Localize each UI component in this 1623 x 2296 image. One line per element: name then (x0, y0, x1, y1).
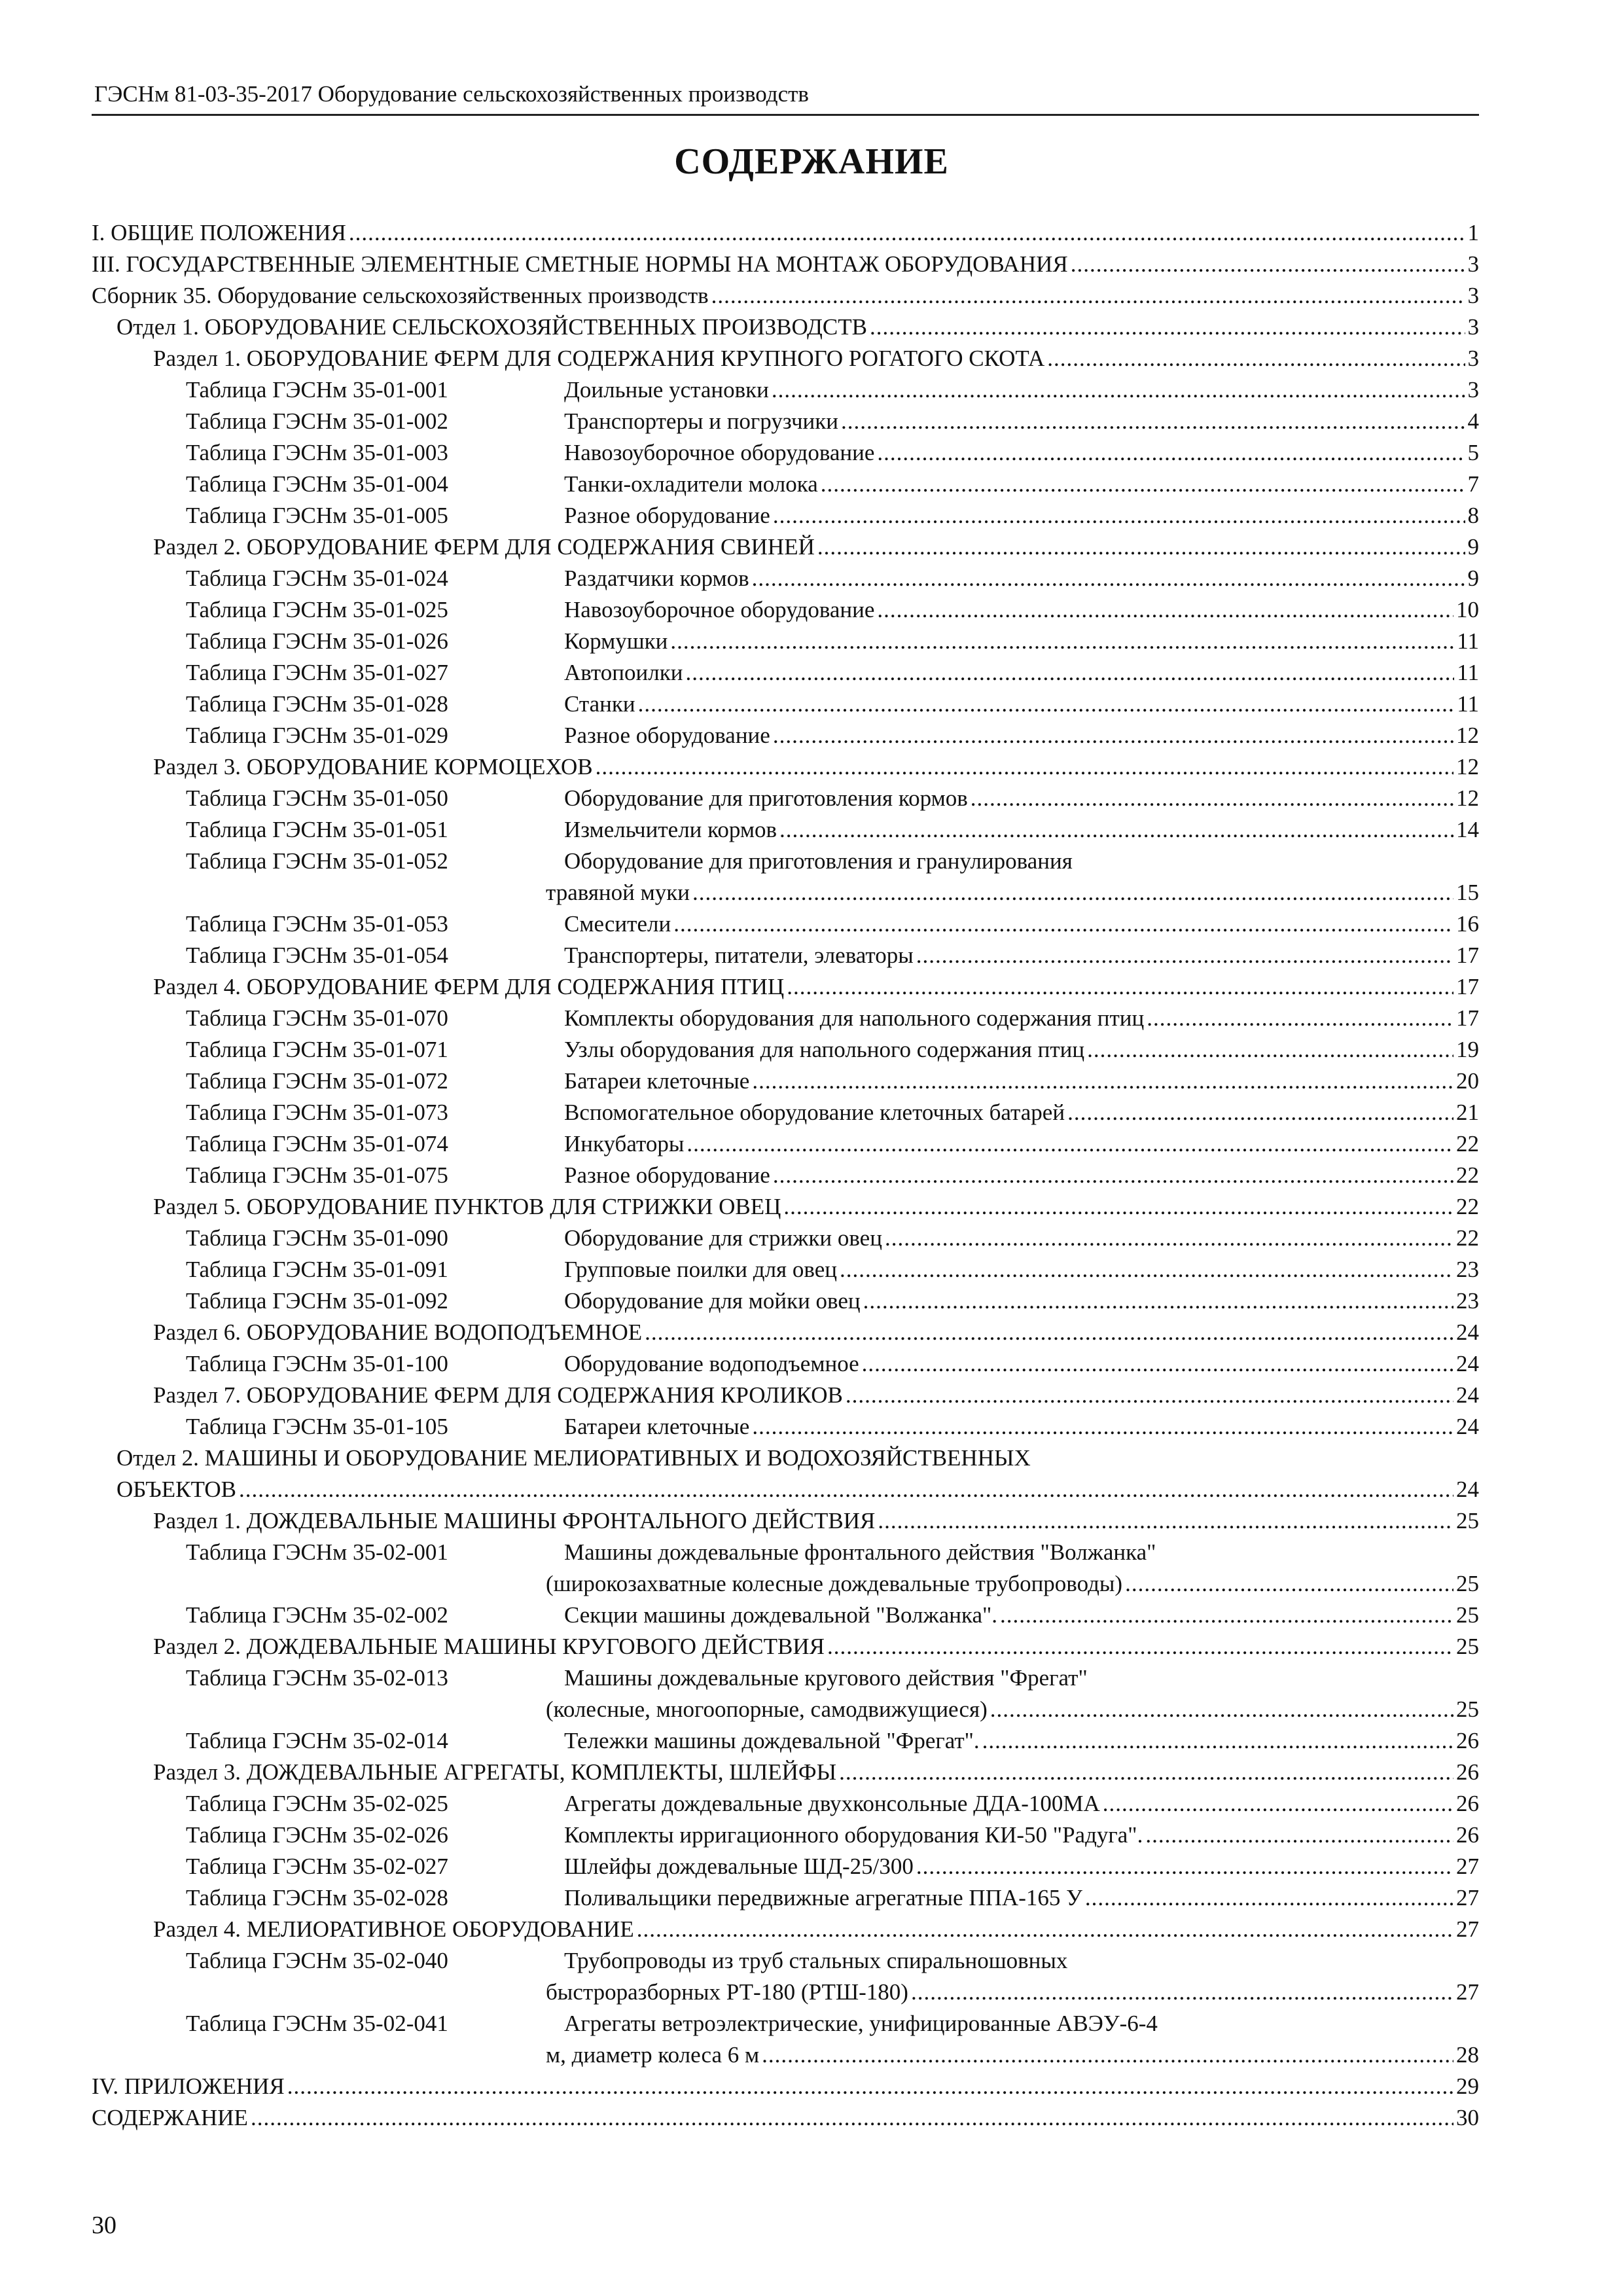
toc-entry-label: Раздел 1. ОБОРУДОВАНИЕ ФЕРМ ДЛЯ СОДЕРЖАНИЯ КРУПНОГО РОГАТОГО СКОТА (153, 346, 1045, 371)
dot-leader (840, 1254, 1454, 1285)
toc-page-number: 24 (1456, 1382, 1479, 1408)
toc-table-row[interactable] (92, 1223, 1479, 1254)
toc-table-row[interactable] (92, 846, 1479, 877)
toc-entry-label: Кормушки (564, 628, 668, 654)
table-code: Таблица ГЭСНм 35-01-027 (186, 660, 448, 685)
table-title: Машины дождевальные фронтального действия "Волжанка" (564, 1539, 1156, 1565)
dot-leader (911, 1977, 1454, 2008)
toc-row[interactable] (92, 312, 1479, 343)
table-code: Таблица ГЭСНм 35-02-025 (186, 1791, 448, 1816)
toc-page-number: 20 (1456, 1068, 1479, 1094)
toc-table-row[interactable] (92, 689, 1479, 720)
table-code: Таблица ГЭСНм 35-02-002 (186, 1602, 448, 1628)
toc-page-number: 25 (1456, 1634, 1479, 1659)
toc-table-row[interactable] (92, 594, 1479, 626)
dot-leader (637, 1914, 1454, 1945)
toc-entry-label: Секции машины дождевальной "Волжанка". (564, 1602, 998, 1628)
dot-leader (846, 1380, 1454, 1411)
dot-leader (1047, 343, 1465, 374)
toc-table-row[interactable] (92, 437, 1479, 469)
table-code: Таблица ГЭСНм 35-01-004 (186, 471, 448, 497)
toc-entry-label: Раздатчики кормов (564, 565, 749, 591)
toc-table-row-continuation[interactable] (92, 1694, 1479, 1725)
dot-leader (877, 594, 1454, 626)
toc-entry-label: Разное оборудование (564, 503, 770, 528)
toc-table-row[interactable] (92, 1820, 1479, 1851)
toc-entry-label: Отдел 1. ОБОРУДОВАНИЕ СЕЛЬСКОХОЗЯЙСТВЕННЫХ ПРОИЗВОДСТВ (116, 314, 867, 340)
toc-page-number: 19 (1456, 1037, 1479, 1062)
toc-page-number: 25 (1456, 1602, 1479, 1628)
toc-entry-label: Вспомогательное оборудование клеточных батарей (564, 1100, 1065, 1125)
toc-entry-label: Раздел 2. ДОЖДЕВАЛЬНЫЕ МАШИНЫ КРУГОВОГО ДЕЙСТВИЯ (153, 1634, 825, 1659)
toc-page-number: 3 (1467, 377, 1479, 403)
dot-leader (787, 971, 1454, 1003)
toc-table-row[interactable] (92, 626, 1479, 657)
dot-leader (862, 1348, 1454, 1380)
dot-leader (916, 940, 1454, 971)
toc-page-number: 11 (1457, 691, 1479, 717)
toc-table-row[interactable] (92, 469, 1479, 500)
toc-page-number: 12 (1456, 785, 1479, 811)
table-code: Таблица ГЭСНм 35-01-026 (186, 628, 448, 654)
dot-leader (1000, 1600, 1454, 1631)
table-of-contents (92, 217, 1479, 2134)
toc-page-number: 22 (1456, 1131, 1479, 1157)
toc-entry-label: Поливальщики передвижные агрегатные ППА-165 У (564, 1885, 1082, 1910)
toc-page-number: 27 (1456, 1885, 1479, 1910)
toc-entry-label: (колесные, многоопорные, самодвижущиеся) (546, 1696, 988, 1722)
toc-page-number: 7 (1467, 471, 1479, 497)
toc-entry-label: Оборудование для приготовления кормов (564, 785, 968, 811)
toc-entry-label: Доильные установки (564, 377, 769, 403)
toc-entry-label: Автопоилки (564, 660, 683, 685)
table-code: Таблица ГЭСНм 35-01-090 (186, 1225, 448, 1251)
toc-page-number: 11 (1457, 660, 1479, 685)
toc-entry-label: Комплекты оборудования для напольного содержания птиц (564, 1005, 1145, 1031)
toc-entry-label: Раздел 4. ОБОРУДОВАНИЕ ФЕРМ ДЛЯ СОДЕРЖАНИЯ ПТИЦ (153, 974, 785, 999)
dot-leader (752, 1066, 1454, 1097)
toc-entry-label: Раздел 3. ДОЖДЕВАЛЬНЫЕ АГРЕГАТЫ, КОМПЛЕКТЫ, ШЛЕЙФЫ (153, 1759, 837, 1785)
toc-row[interactable] (92, 751, 1479, 783)
toc-table-row[interactable] (92, 1128, 1479, 1160)
toc-page-number: 3 (1467, 251, 1479, 277)
toc-entry-label: Шлейфы дождевальные ШД-25/300 (564, 1854, 914, 1879)
dot-leader (687, 1128, 1454, 1160)
toc-table-row-continuation[interactable] (92, 2039, 1479, 2071)
toc-entry-label: Батареи клеточные (564, 1414, 750, 1439)
dot-leader (1087, 1034, 1454, 1066)
toc-table-row-continuation[interactable] (92, 1977, 1479, 2008)
dot-leader (817, 531, 1465, 563)
toc-page-number: 21 (1456, 1100, 1479, 1125)
dot-leader (1067, 1097, 1454, 1128)
dot-leader (752, 1411, 1454, 1443)
table-code: Таблица ГЭСНм 35-01-001 (186, 377, 448, 403)
toc-table-row[interactable] (92, 1662, 1479, 1694)
toc-entry-label: Инкубаторы (564, 1131, 685, 1157)
toc-entry-label: Отдел 2. МАШИНЫ И ОБОРУДОВАНИЕ МЕЛИОРАТИВНЫХ И ВОДОХОЗЯЙСТВЕННЫХ (116, 1445, 1031, 1471)
toc-entry-label: Раздел 2. ОБОРУДОВАНИЕ ФЕРМ ДЛЯ СОДЕРЖАНИЯ СВИНЕЙ (153, 534, 815, 560)
toc-row[interactable] (92, 1317, 1479, 1348)
running-header (92, 77, 1479, 116)
toc-entry-label: Оборудование для стрижки овец (564, 1225, 882, 1251)
table-title: Агрегаты ветроэлектрические, унифицированные АВЭУ-6-4 (564, 2011, 1158, 2036)
table-code: Таблица ГЭСНм 35-01-003 (186, 440, 448, 465)
table-code: Таблица ГЭСНм 35-01-092 (186, 1288, 448, 1314)
toc-page-number: 24 (1456, 1351, 1479, 1376)
table-code: Таблица ГЭСНм 35-01-025 (186, 597, 448, 622)
toc-table-row[interactable] (92, 814, 1479, 846)
page-number: 30 (92, 2212, 116, 2239)
toc-row[interactable] (92, 1505, 1479, 1537)
toc-page-number: 26 (1456, 1822, 1479, 1848)
toc-entry-label: Раздел 4. МЕЛИОРАТИВНОЕ ОБОРУДОВАНИЕ (153, 1916, 634, 1942)
toc-entry-label: (широкозахватные колесные дождевальные трубопроводы) (546, 1571, 1123, 1596)
dot-leader (239, 1474, 1454, 1505)
toc-entry-label: Раздел 1. ДОЖДЕВАЛЬНЫЕ МАШИНЫ ФРОНТАЛЬНОГО ДЕЙСТВИЯ (153, 1508, 876, 1534)
dot-leader (1085, 1882, 1454, 1914)
toc-row[interactable] (92, 1191, 1479, 1223)
dot-leader (711, 280, 1465, 312)
toc-table-row[interactable] (92, 500, 1479, 531)
dot-leader (773, 500, 1465, 531)
toc-table-row-continuation[interactable] (92, 1568, 1479, 1600)
toc-table-row-continuation[interactable] (92, 877, 1479, 908)
dot-leader (645, 1317, 1454, 1348)
toc-entry-label: Разное оборудование (564, 1162, 770, 1188)
table-code: Таблица ГЭСНм 35-02-013 (186, 1665, 448, 1691)
toc-page-number: 17 (1456, 974, 1479, 999)
toc-table-row[interactable] (92, 1537, 1479, 1568)
toc-entry-label: Сборник 35. Оборудование сельскохозяйственных производств (92, 283, 709, 308)
dot-leader (885, 1223, 1454, 1254)
table-code: Таблица ГЭСНм 35-01-100 (186, 1351, 448, 1376)
table-title: Машины дождевальные кругового действия "Фрегат" (564, 1665, 1088, 1691)
dot-leader (773, 1160, 1454, 1191)
toc-page-number: 28 (1456, 2042, 1479, 2068)
toc-table-row[interactable] (92, 908, 1479, 940)
toc-page-number: 9 (1467, 565, 1479, 591)
dot-leader (772, 374, 1465, 406)
dot-leader (1145, 1820, 1454, 1851)
toc-entry-label: Танки-охладители молока (564, 471, 818, 497)
toc-row[interactable] (92, 343, 1479, 374)
table-code: Таблица ГЭСНм 35-02-028 (186, 1885, 448, 1910)
toc-page-number: 16 (1456, 911, 1479, 937)
toc-row[interactable] (92, 531, 1479, 563)
toc-table-row[interactable] (92, 1097, 1479, 1128)
dot-leader (673, 908, 1454, 940)
toc-page-number: 24 (1456, 1319, 1479, 1345)
toc-page-number: 27 (1456, 1916, 1479, 1942)
toc-page-number: 3 (1467, 346, 1479, 371)
toc-table-row[interactable] (92, 1788, 1479, 1820)
toc-entry-label: Навозоуборочное оборудование (564, 597, 875, 622)
dot-leader (1071, 249, 1465, 280)
dot-leader (762, 2039, 1454, 2071)
toc-entry-label: Навозоуборочное оборудование (564, 440, 875, 465)
toc-table-row[interactable] (92, 1882, 1479, 1914)
toc-table-row[interactable] (92, 1254, 1479, 1285)
dot-leader (863, 1285, 1454, 1317)
toc-table-row[interactable] (92, 1725, 1479, 1757)
toc-page-number: 25 (1456, 1508, 1479, 1534)
toc-entry-label: быстроразборных РТ-180 (РТШ-180) (546, 1979, 908, 2005)
toc-page-number: 8 (1467, 503, 1479, 528)
toc-entry-label: Батареи клеточные (564, 1068, 750, 1094)
table-title: Оборудование для приготовления и гранулирования (564, 848, 1073, 874)
toc-table-row[interactable] (92, 2008, 1479, 2039)
toc-row[interactable] (92, 971, 1479, 1003)
toc-page-number: 17 (1456, 942, 1479, 968)
table-code: Таблица ГЭСНм 35-01-054 (186, 942, 448, 968)
dot-leader (251, 2102, 1454, 2134)
toc-table-row[interactable] (92, 1411, 1479, 1443)
toc-row[interactable] (92, 217, 1479, 249)
table-code: Таблица ГЭСНм 35-02-040 (186, 1948, 448, 1973)
toc-row[interactable] (92, 1631, 1479, 1662)
toc-entry-label: ОБЪЕКТОВ (116, 1477, 237, 1502)
table-code: Таблица ГЭСНм 35-01-028 (186, 691, 448, 717)
toc-page-number: 25 (1456, 1696, 1479, 1722)
table-code: Таблица ГЭСНм 35-02-041 (186, 2011, 448, 2036)
toc-table-row[interactable] (92, 563, 1479, 594)
toc-entry-label: Транспортеры и погрузчики (564, 408, 839, 434)
dot-leader (685, 657, 1454, 689)
dot-leader (773, 720, 1454, 751)
table-code: Таблица ГЭСНм 35-01-091 (186, 1257, 448, 1282)
table-code: Таблица ГЭСНм 35-01-105 (186, 1414, 448, 1439)
toc-page-number: 15 (1456, 880, 1479, 905)
toc-entry-label: Оборудование для мойки овец (564, 1288, 861, 1314)
toc-table-row[interactable] (92, 1600, 1479, 1631)
dot-leader (982, 1725, 1454, 1757)
dot-leader (692, 877, 1454, 908)
toc-page-number: 26 (1456, 1728, 1479, 1753)
dot-leader (670, 626, 1454, 657)
toc-row[interactable] (92, 249, 1479, 280)
toc-page-number: 17 (1456, 1005, 1479, 1031)
toc-page-number: 12 (1456, 723, 1479, 748)
toc-row[interactable] (92, 280, 1479, 312)
toc-table-row[interactable] (92, 1003, 1479, 1034)
toc-page-number: 5 (1467, 440, 1479, 465)
dot-leader (1147, 1003, 1454, 1034)
toc-entry-label: Оборудование водоподъемное (564, 1351, 859, 1376)
table-code: Таблица ГЭСНм 35-01-070 (186, 1005, 448, 1031)
dot-leader (841, 406, 1465, 437)
toc-page-number: 26 (1456, 1791, 1479, 1816)
toc-table-row[interactable] (92, 374, 1479, 406)
toc-page-number: 23 (1456, 1257, 1479, 1282)
toc-table-row[interactable] (92, 1160, 1479, 1191)
dot-leader (870, 312, 1465, 343)
toc-page-number: 22 (1456, 1162, 1479, 1188)
table-code: Таблица ГЭСНм 35-02-026 (186, 1822, 448, 1848)
toc-table-row[interactable] (92, 1066, 1479, 1097)
toc-row[interactable] (92, 1757, 1479, 1788)
table-title: Трубопроводы из труб стальных спиральношовных (564, 1948, 1068, 1973)
toc-entry-label: Смесители (564, 911, 671, 937)
toc-entry-label: Раздел 6. ОБОРУДОВАНИЕ ВОДОПОДЪЕМНОЕ (153, 1319, 643, 1345)
toc-entry-label: Разное оборудование (564, 723, 770, 748)
toc-table-row[interactable] (92, 783, 1479, 814)
toc-entry-label: Раздел 3. ОБОРУДОВАНИЕ КОРМОЦЕХОВ (153, 754, 593, 780)
dot-leader (287, 2071, 1454, 2102)
table-code: Таблица ГЭСНм 35-01-052 (186, 848, 448, 874)
table-code: Таблица ГЭСНм 35-01-074 (186, 1131, 448, 1157)
dot-leader (827, 1631, 1454, 1662)
table-code: Таблица ГЭСНм 35-01-051 (186, 817, 448, 842)
toc-page-number: 23 (1456, 1288, 1479, 1314)
table-code: Таблица ГЭСНм 35-01-072 (186, 1068, 448, 1094)
toc-row-continuation[interactable] (92, 1474, 1479, 1505)
toc-entry-label: Тележки машины дождевальной "Фрегат". (564, 1728, 980, 1753)
dot-leader (916, 1851, 1454, 1882)
table-code: Таблица ГЭСНм 35-01-024 (186, 565, 448, 591)
toc-page-number: 3 (1467, 283, 1479, 308)
toc-entry-label: IV. ПРИЛОЖЕНИЯ (92, 2073, 285, 2099)
toc-page-number: 22 (1456, 1194, 1479, 1219)
table-code: Таблица ГЭСНм 35-02-027 (186, 1854, 448, 1879)
dot-leader (990, 1694, 1454, 1725)
dot-leader (878, 1505, 1454, 1537)
toc-table-row[interactable] (92, 406, 1479, 437)
toc-entry-label: м, диаметр колеса 6 м (546, 2042, 760, 2068)
toc-page-number: 3 (1467, 314, 1479, 340)
toc-row[interactable] (92, 1380, 1479, 1411)
toc-row[interactable] (92, 1443, 1479, 1474)
table-code: Таблица ГЭСНм 35-01-005 (186, 503, 448, 528)
dot-leader (821, 469, 1465, 500)
page-title: СОДЕРЖАНИЕ (674, 141, 949, 182)
toc-entry-label: III. ГОСУДАРСТВЕННЫЕ ЭЛЕМЕНТНЫЕ СМЕТНЫЕ НОРМЫ НА МОНТАЖ ОБОРУДОВАНИЯ (92, 251, 1068, 277)
dot-leader (1125, 1568, 1454, 1600)
dot-leader (839, 1757, 1454, 1788)
toc-entry-label: Агрегаты дождевальные двухконсольные ДДА-100МА (564, 1791, 1100, 1816)
table-code: Таблица ГЭСНм 35-01-053 (186, 911, 448, 937)
toc-page-number: 4 (1467, 408, 1479, 434)
toc-page-number: 24 (1456, 1477, 1479, 1502)
toc-table-row[interactable] (92, 1348, 1479, 1380)
table-code: Таблица ГЭСНм 35-01-071 (186, 1037, 448, 1062)
toc-page-number: 9 (1467, 534, 1479, 560)
toc-page-number: 24 (1456, 1414, 1479, 1439)
dot-leader (877, 437, 1465, 469)
toc-table-row[interactable] (92, 720, 1479, 751)
toc-entry-label: Раздел 7. ОБОРУДОВАНИЕ ФЕРМ ДЛЯ СОДЕРЖАНИЯ КРОЛИКОВ (153, 1382, 843, 1408)
table-code: Таблица ГЭСНм 35-01-050 (186, 785, 448, 811)
toc-table-row[interactable] (92, 657, 1479, 689)
table-code: Таблица ГЭСНм 35-01-075 (186, 1162, 448, 1188)
table-code: Таблица ГЭСНм 35-01-002 (186, 408, 448, 434)
toc-entry-label: Измельчители кормов (564, 817, 777, 842)
toc-page-number: 27 (1456, 1854, 1479, 1879)
toc-page-number: 25 (1456, 1571, 1479, 1596)
table-code: Таблица ГЭСНм 35-01-073 (186, 1100, 448, 1125)
toc-entry-label: травяной муки (546, 880, 690, 905)
dot-leader (783, 1191, 1454, 1223)
toc-table-row[interactable] (92, 1034, 1479, 1066)
toc-entry-label: Станки (564, 691, 635, 717)
toc-page-number: 26 (1456, 1759, 1479, 1785)
toc-entry-label: Комплекты ирригационного оборудования КИ-50 "Радуга". (564, 1822, 1143, 1848)
toc-entry-label: Узлы оборудования для напольного содержания птиц (564, 1037, 1085, 1062)
toc-page-number: 12 (1456, 754, 1479, 780)
toc-table-row[interactable] (92, 1851, 1479, 1882)
toc-entry-label: I. ОБЩИЕ ПОЛОЖЕНИЯ (92, 220, 346, 245)
header-text: ГЭСНм 81-03-35-2017 Оборудование сельскохозяйственных производств (94, 81, 809, 107)
dot-leader (1103, 1788, 1454, 1820)
table-code: Таблица ГЭСНм 35-02-014 (186, 1728, 448, 1753)
table-code: Таблица ГЭСНм 35-01-029 (186, 723, 448, 748)
toc-page-number: 14 (1456, 817, 1479, 842)
toc-page-number: 30 (1456, 2105, 1479, 2130)
toc-page-number: 27 (1456, 1979, 1479, 2005)
toc-table-row[interactable] (92, 1285, 1479, 1317)
dot-leader (779, 814, 1454, 846)
dot-leader (971, 783, 1454, 814)
toc-row[interactable] (92, 2071, 1479, 2102)
toc-row[interactable] (92, 2102, 1479, 2134)
toc-page-number: 10 (1456, 597, 1479, 622)
toc-table-row[interactable] (92, 940, 1479, 971)
toc-entry-label: Раздел 5. ОБОРУДОВАНИЕ ПУНКТОВ ДЛЯ СТРИЖКИ ОВЕЦ (153, 1194, 781, 1219)
toc-table-row[interactable] (92, 1945, 1479, 1977)
toc-row[interactable] (92, 1914, 1479, 1945)
toc-page-number: 11 (1457, 628, 1479, 654)
toc-page-number: 22 (1456, 1225, 1479, 1251)
dot-leader (752, 563, 1465, 594)
toc-entry-label: Транспортеры, питатели, элеваторы (564, 942, 914, 968)
toc-page-number: 1 (1467, 220, 1479, 245)
toc-page-number: 29 (1456, 2073, 1479, 2099)
table-code: Таблица ГЭСНм 35-02-001 (186, 1539, 448, 1565)
toc-entry-label: Групповые поилки для овец (564, 1257, 837, 1282)
dot-leader (349, 217, 1465, 249)
dot-leader (596, 751, 1454, 783)
dot-leader (638, 689, 1455, 720)
toc-entry-label: СОДЕРЖАНИЕ (92, 2105, 248, 2130)
